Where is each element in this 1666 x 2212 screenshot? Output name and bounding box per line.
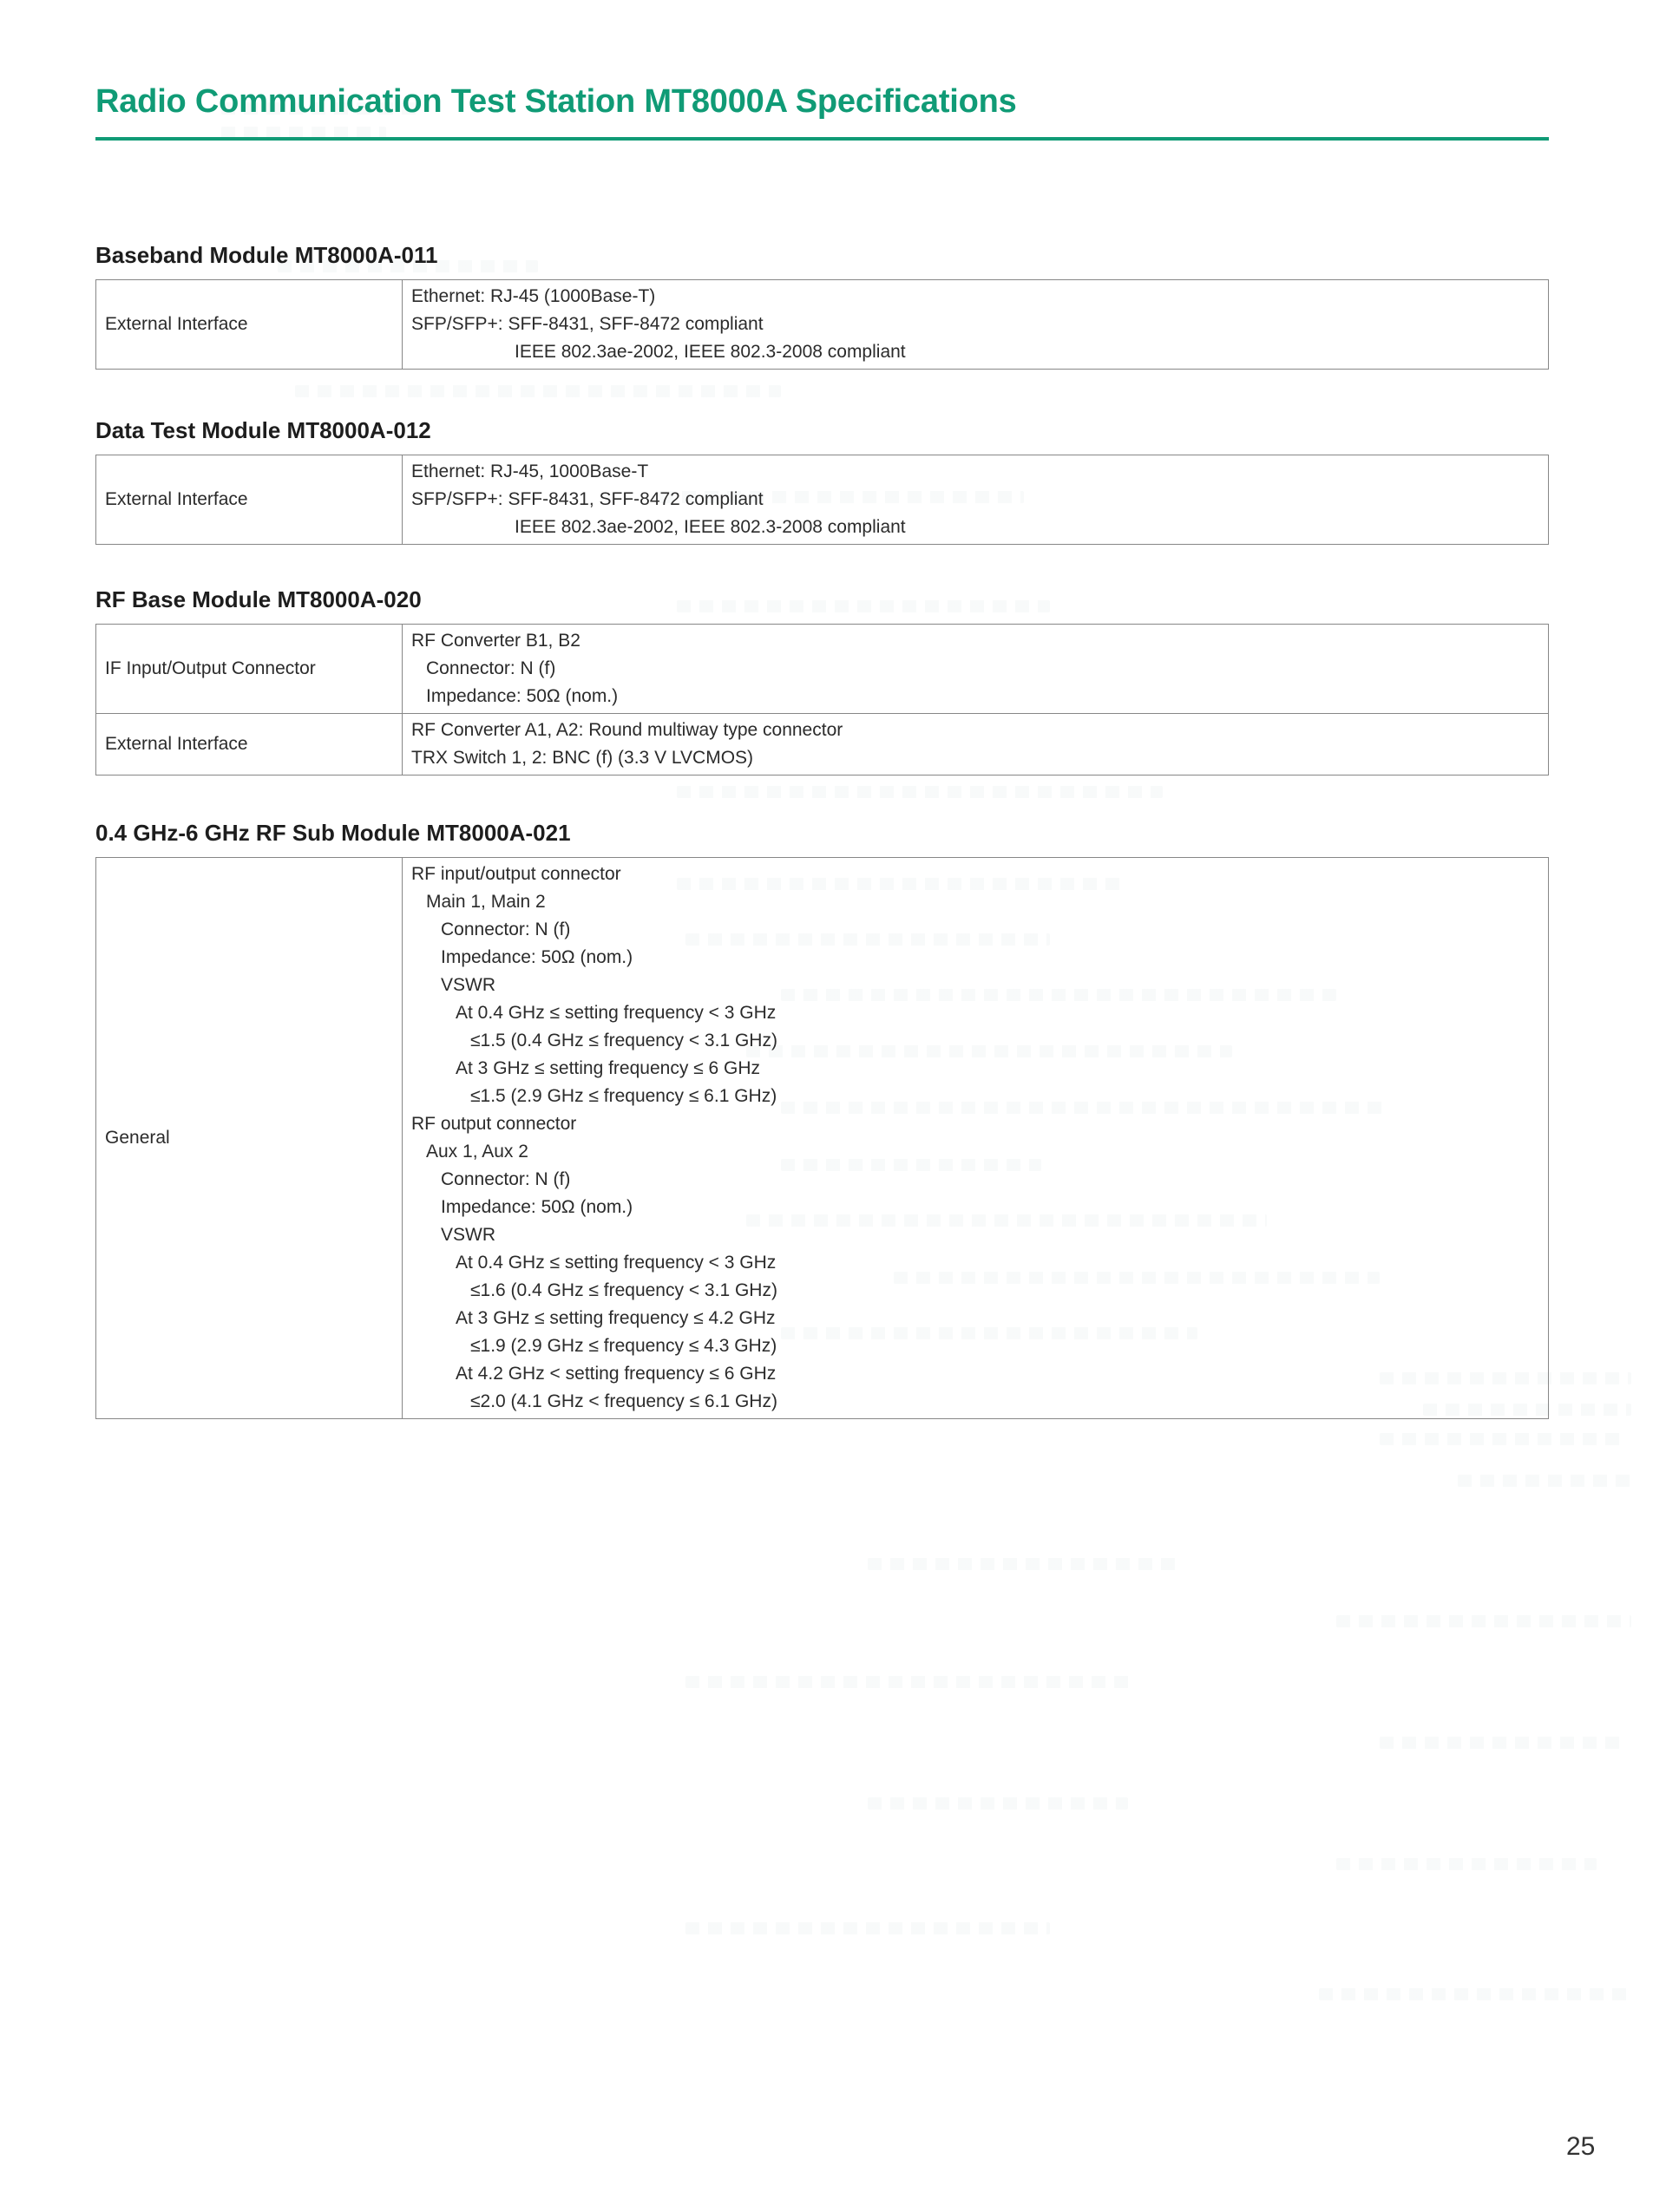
- spec-value: [403, 280, 1549, 370]
- spec-line: Ethernet: RJ-45 (1000Base-T): [411, 286, 656, 306]
- spec-line: TRX Switch 1, 2: BNC (f) (3.3 V LVCMOS): [411, 748, 754, 768]
- spec-line: RF output connector: [411, 1114, 577, 1134]
- bleedthrough-artifact: [1380, 1433, 1623, 1445]
- spec-line: At 4.2 GHz < setting frequency ≤ 6 GHz: [456, 1364, 777, 1384]
- spec-label: External Interface: [96, 455, 403, 545]
- spec-label: External Interface: [96, 280, 403, 370]
- spec-section: [95, 241, 1549, 370]
- spec-value: [403, 858, 1549, 1419]
- bleedthrough-artifact: [295, 385, 781, 397]
- spec-line: Connector: N (f): [441, 1169, 571, 1189]
- bleedthrough-artifact: [1380, 1737, 1623, 1749]
- spec-row: [96, 858, 1549, 1419]
- bleedthrough-artifact: [685, 1922, 1050, 1934]
- spec-line: SFP/SFP+: SFF-8431, SFF-8472 compliant: [411, 489, 764, 509]
- spec-line: ≤1.6 (0.4 GHz ≤ frequency < 3.1 GHz): [470, 1280, 777, 1300]
- bleedthrough-artifact: [677, 786, 1163, 798]
- spec-line: Aux 1, Aux 2: [426, 1142, 528, 1162]
- section-heading: 0.4 GHz-6 GHz RF Sub Module MT8000A-021: [95, 820, 571, 846]
- spec-line: At 3 GHz ≤ setting frequency ≤ 4.2 GHz: [456, 1308, 776, 1328]
- spec-value: [403, 455, 1549, 545]
- spec-label: IF Input/Output Connector: [96, 625, 403, 714]
- spec-table: [95, 624, 1549, 776]
- bleedthrough-artifact: [685, 1676, 1137, 1688]
- spec-row: [96, 714, 1549, 776]
- spec-label: External Interface: [96, 714, 403, 776]
- bleedthrough-artifact: [1458, 1475, 1631, 1487]
- spec-line: IEEE 802.3ae-2002, IEEE 802.3-2008 compliant: [515, 342, 906, 362]
- bleedthrough-artifact: [868, 1558, 1180, 1570]
- spec-row: [96, 625, 1549, 714]
- spec-line: VSWR: [441, 975, 495, 995]
- section-heading: Baseband Module MT8000A-011: [95, 242, 438, 268]
- section-heading: Data Test Module MT8000A-012: [95, 417, 431, 443]
- spec-line: VSWR: [441, 1225, 495, 1245]
- bleedthrough-artifact: [1336, 1858, 1597, 1870]
- spec-line: Impedance: 50Ω (nom.): [441, 1197, 633, 1217]
- spec-line: Ethernet: RJ-45, 1000Base-T: [411, 461, 649, 481]
- spec-line: ≤1.9 (2.9 GHz ≤ frequency ≤ 4.3 GHz): [470, 1336, 777, 1356]
- spec-line: Connector: N (f): [441, 919, 571, 939]
- bleedthrough-artifact: [1319, 1988, 1631, 2000]
- spec-line: Connector: N (f): [426, 658, 556, 678]
- spec-section: [95, 416, 1549, 545]
- spec-line: At 0.4 GHz ≤ setting frequency < 3 GHz: [456, 1003, 777, 1023]
- title-rule: [95, 137, 1549, 141]
- spec-line: At 3 GHz ≤ setting frequency ≤ 6 GHz: [456, 1058, 761, 1078]
- spec-line: Impedance: 50Ω (nom.): [441, 947, 633, 967]
- spec-value: [403, 714, 1549, 776]
- spec-section: [95, 586, 1549, 776]
- spec-line: ≤1.5 (0.4 GHz ≤ frequency < 3.1 GHz): [470, 1031, 777, 1050]
- spec-line: RF Converter A1, A2: Round multiway type connector: [411, 720, 843, 740]
- bleedthrough-artifact: [1336, 1615, 1631, 1627]
- spec-row: [96, 280, 1549, 370]
- spec-table: [95, 455, 1549, 545]
- spec-line: ≤2.0 (4.1 GHz < frequency ≤ 6.1 GHz): [470, 1391, 777, 1411]
- bleedthrough-artifact: [868, 1797, 1128, 1810]
- spec-line: SFP/SFP+: SFF-8431, SFF-8472 compliant: [411, 314, 764, 334]
- spec-line: ≤1.5 (2.9 GHz ≤ frequency ≤ 6.1 GHz): [470, 1086, 777, 1106]
- page-number: 25: [1566, 2132, 1596, 2161]
- spec-line: At 0.4 GHz ≤ setting frequency < 3 GHz: [456, 1253, 777, 1273]
- spec-line: Main 1, Main 2: [426, 892, 546, 912]
- spec-line: Impedance: 50Ω (nom.): [426, 686, 619, 706]
- spec-table: [95, 857, 1549, 1419]
- spec-row: [96, 455, 1549, 545]
- spec-value: [403, 625, 1549, 714]
- spec-section: [95, 819, 1549, 1419]
- spec-table: [95, 279, 1549, 370]
- spec-line: IEEE 802.3ae-2002, IEEE 802.3-2008 compliant: [515, 517, 906, 537]
- spec-line: RF Converter B1, B2: [411, 631, 580, 651]
- page-title: Radio Communication Test Station MT8000A Specifications: [95, 83, 1017, 120]
- spec-label: General: [96, 858, 403, 1419]
- section-heading: RF Base Module MT8000A-020: [95, 586, 422, 612]
- spec-line: RF input/output connector: [411, 864, 621, 884]
